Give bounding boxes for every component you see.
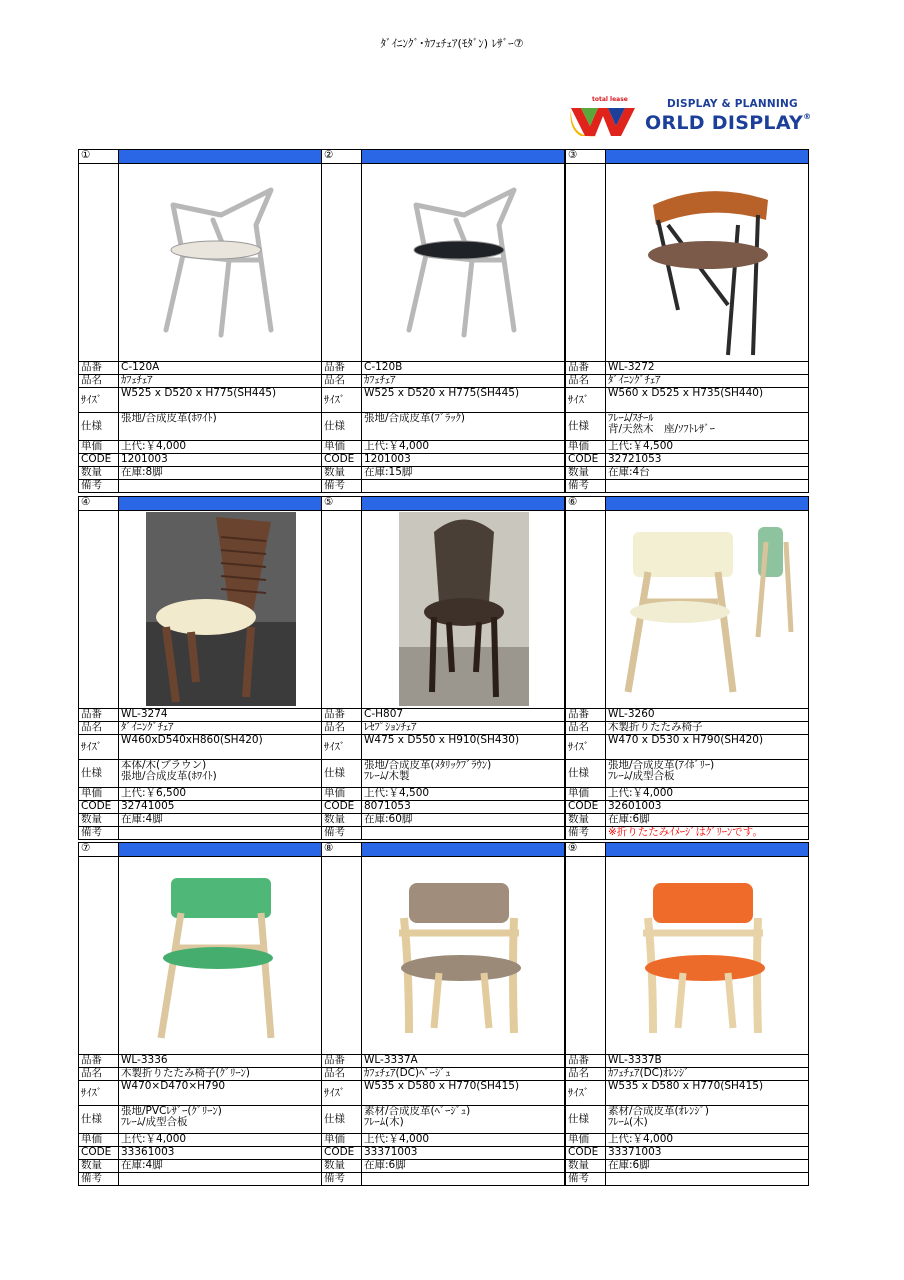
chair-wood-brown-icon — [121, 512, 321, 706]
spec-line-1: 張地/合成皮革(ﾌﾞﾗｯｸ) — [364, 412, 465, 424]
image-label-cell — [321, 856, 362, 1055]
row-value-code: 33371003 — [361, 1146, 565, 1160]
product-number: ⑧ — [321, 842, 362, 857]
row-label-size: ｻｲｽﾞ — [565, 734, 606, 760]
spec-line-2: ﾌﾚｰﾑ(木) — [608, 1116, 648, 1128]
logo-registered: ® — [803, 112, 812, 121]
row-label-suuryou: 数量 — [321, 466, 362, 480]
row-value-shiyou — [605, 1105, 809, 1134]
row-value-bikou — [361, 1172, 565, 1186]
spec-line-1: 張地/合成皮革(ｱｲﾎﾞﾘｰ) — [608, 759, 715, 771]
product-header-bar — [118, 496, 322, 511]
row-value-code: 33361003 — [118, 1146, 322, 1160]
row-label-suuryou: 数量 — [78, 1159, 119, 1173]
row-label-tanka: 単価 — [78, 440, 119, 454]
row-value-code: 1201003 — [118, 453, 322, 467]
row-label-code: CODE — [565, 800, 606, 814]
row-value-tanka: 上代:￥4,000 — [361, 1133, 565, 1147]
row-value-suuryou: 在庫:6脚 — [361, 1159, 565, 1173]
row-value-size: W470 x D530 x H790(SH420) — [605, 734, 809, 760]
product-number: ② — [321, 149, 362, 164]
row-label-hinmei: 品名 — [321, 1067, 362, 1081]
image-label-cell — [78, 163, 119, 362]
row-label-code: CODE — [78, 453, 119, 467]
row-value-bikou — [361, 826, 565, 840]
row-label-size: ｻｲｽﾞ — [565, 387, 606, 413]
row-value-hinmei: 木製折りたたみ椅子 — [605, 721, 809, 735]
row-label-suuryou: 数量 — [565, 466, 606, 480]
product-header-bar — [605, 149, 809, 164]
row-value-size: W470×D470×H790 — [118, 1080, 322, 1106]
row-label-bikou: 備考 — [565, 1172, 606, 1186]
product-number: ⑥ — [565, 496, 606, 511]
logo-tagline: total lease — [592, 96, 628, 103]
row-label-hinban: 品番 — [78, 1054, 119, 1068]
row-value-tanka: 上代:￥6,500 — [118, 787, 322, 801]
row-value-tanka: 上代:￥4,000 — [361, 440, 565, 454]
row-value-hinban: WL-3336 — [118, 1054, 322, 1068]
row-value-suuryou: 在庫:60脚 — [361, 813, 565, 827]
product-image — [361, 856, 565, 1055]
product-image — [605, 856, 809, 1055]
spec-line-1: 張地/PVCﾚｻﾞｰ(ｸﾞﾘｰﾝ) — [121, 1105, 222, 1117]
row-label-hinmei: 品名 — [78, 374, 119, 388]
row-value-hinban: C-120B — [361, 361, 565, 375]
row-value-shiyou — [605, 759, 809, 788]
row-label-code: CODE — [321, 800, 362, 814]
row-label-hinmei: 品名 — [78, 721, 119, 735]
row-label-bikou: 備考 — [565, 826, 606, 840]
row-value-size: W535 x D580 x H770(SH415) — [605, 1080, 809, 1106]
row-value-tanka: 上代:￥4,000 — [118, 1133, 322, 1147]
logo-subtitle: DISPLAY & PLANNING — [667, 98, 798, 110]
row-value-tanka: 上代:￥4,000 — [605, 787, 809, 801]
page-title: ﾀﾞｲﾆﾝｸﾞ･ｶﾌｪﾁｪｱ(ﾓﾀﾞﾝ) ﾚｻﾞｰ⑦ — [380, 37, 524, 50]
row-label-tanka: 単価 — [321, 440, 362, 454]
product-header-bar — [361, 496, 565, 511]
row-label-hinban: 品番 — [565, 361, 606, 375]
row-value-code: 33371003 — [605, 1146, 809, 1160]
row-label-tanka: 単価 — [565, 1133, 606, 1147]
logo-mark-icon — [567, 102, 645, 142]
row-label-tanka: 単価 — [321, 787, 362, 801]
row-value-suuryou: 在庫:4脚 — [118, 813, 322, 827]
row-label-hinban: 品番 — [321, 361, 362, 375]
row-value-size: W475 x D550 x H910(SH430) — [361, 734, 565, 760]
row-value-shiyou — [361, 412, 565, 441]
product-image — [605, 510, 809, 709]
row-value-suuryou: 在庫:6脚 — [605, 1159, 809, 1173]
row-label-bikou: 備考 — [78, 479, 119, 493]
row-value-hinmei: ｶﾌｪﾁｪｱ — [361, 374, 565, 388]
spec-line-1: 張地/合成皮革(ﾎﾜｲﾄ) — [121, 412, 217, 424]
row-value-bikou — [605, 479, 809, 493]
spec-line-2: ﾌﾚｰﾑ(木) — [364, 1116, 404, 1128]
row-label-hinmei: 品名 — [321, 374, 362, 388]
row-label-shiyou: 仕様 — [78, 1105, 119, 1134]
row-label-tanka: 単価 — [78, 1133, 119, 1147]
row-label-size: ｻｲｽﾞ — [565, 1080, 606, 1106]
product-header-bar — [118, 149, 322, 164]
product-image — [361, 510, 565, 709]
logo-wordmark — [645, 112, 811, 134]
row-value-bikou: ※折りたたみｲﾒｰｼﾞはｸﾞﾘｰﾝです。 — [605, 826, 809, 840]
row-label-size: ｻｲｽﾞ — [78, 734, 119, 760]
row-label-shiyou: 仕様 — [78, 759, 119, 788]
row-value-hinmei: ﾀﾞｲﾆﾝｸﾞﾁｪｱ — [605, 374, 809, 388]
chair-arm-beige-icon — [364, 858, 564, 1052]
product-image — [361, 163, 565, 362]
spec-line-2: 背/天然木 座/ｿﾌﾄﾚｻﾞｰ — [608, 423, 715, 435]
row-label-tanka: 単価 — [78, 787, 119, 801]
row-label-hinban: 品番 — [565, 1054, 606, 1068]
product-image — [118, 163, 322, 362]
row-value-hinmei: 木製折りたたみ椅子(ｸﾞﾘｰﾝ) — [118, 1067, 322, 1081]
spec-line-2: ﾌﾚｰﾑ/木製 — [364, 770, 410, 782]
row-value-code: 8071053 — [361, 800, 565, 814]
product-number: ④ — [78, 496, 119, 511]
image-label-cell — [78, 510, 119, 709]
product-header-bar — [605, 496, 809, 511]
row-value-hinmei: ﾚｾﾌﾟｼｮﾝﾁｪｱ — [361, 721, 565, 735]
row-label-code: CODE — [78, 1146, 119, 1160]
row-value-tanka: 上代:￥4,500 — [361, 787, 565, 801]
row-label-suuryou: 数量 — [565, 813, 606, 827]
product-number: ⑦ — [78, 842, 119, 857]
row-value-hinban: WL-3260 — [605, 708, 809, 722]
row-label-code: CODE — [321, 1146, 362, 1160]
row-value-hinban: C-H807 — [361, 708, 565, 722]
product-image — [605, 163, 809, 362]
row-label-bikou: 備考 — [565, 479, 606, 493]
image-label-cell — [321, 163, 362, 362]
row-value-bikou — [118, 1172, 322, 1186]
image-label-cell — [321, 510, 362, 709]
image-label-cell — [565, 163, 606, 362]
row-label-bikou: 備考 — [78, 1172, 119, 1186]
row-label-suuryou: 数量 — [565, 1159, 606, 1173]
row-label-code: CODE — [565, 1146, 606, 1160]
row-label-hinmei: 品名 — [565, 721, 606, 735]
row-value-size: W525 x D520 x H775(SH445) — [118, 387, 322, 413]
row-label-shiyou: 仕様 — [78, 412, 119, 441]
row-value-hinmei: ﾀﾞｲﾆﾝｸﾞﾁｪｱ — [118, 721, 322, 735]
product-number: ⑨ — [565, 842, 606, 857]
row-label-shiyou: 仕様 — [565, 412, 606, 441]
spec-line-1: 本体/木(ブラウン) — [121, 759, 207, 771]
row-label-shiyou: 仕様 — [565, 1105, 606, 1134]
product-header-bar — [605, 842, 809, 857]
row-value-size: W525 x D520 x H775(SH445) — [361, 387, 565, 413]
row-value-hinmei: ｶﾌｪﾁｪｱ — [118, 374, 322, 388]
image-label-cell — [565, 856, 606, 1055]
row-label-shiyou: 仕様 — [321, 759, 362, 788]
row-value-bikou — [118, 826, 322, 840]
row-label-size: ｻｲｽﾞ — [321, 387, 362, 413]
row-value-suuryou: 在庫:8脚 — [118, 466, 322, 480]
row-label-suuryou: 数量 — [321, 813, 362, 827]
product-header-bar — [361, 842, 565, 857]
row-label-shiyou: 仕様 — [321, 1105, 362, 1134]
spec-line-1: ﾌﾚｰﾑ/ｽﾁｰﾙ — [608, 412, 654, 424]
product-image — [118, 510, 322, 709]
row-label-hinban: 品番 — [321, 1054, 362, 1068]
row-value-bikou — [361, 479, 565, 493]
logo-wordmark-text: ORLD DISPLAY — [645, 112, 804, 134]
row-label-code: CODE — [321, 453, 362, 467]
product-number: ⑤ — [321, 496, 362, 511]
spec-line-1: 張地/合成皮革(ﾒﾀﾘｯｸﾌﾞﾗｳﾝ) — [364, 759, 492, 771]
row-label-hinban: 品番 — [321, 708, 362, 722]
row-label-size: ｻｲｽﾞ — [78, 387, 119, 413]
row-value-shiyou — [118, 1105, 322, 1134]
row-value-size: W560 x D525 x H735(SH440) — [605, 387, 809, 413]
chair-fold-green-icon — [121, 858, 321, 1052]
product-header-bar — [361, 149, 565, 164]
spec-line-2: 張地/合成皮革(ﾎﾜｲﾄ) — [121, 770, 217, 782]
row-label-bikou: 備考 — [321, 1172, 362, 1186]
row-value-code: 32721053 — [605, 453, 809, 467]
row-value-suuryou: 在庫:6脚 — [605, 813, 809, 827]
row-value-suuryou: 在庫:4脚 — [118, 1159, 322, 1173]
row-value-bikou — [605, 1172, 809, 1186]
row-value-hinmei: ｶﾌｪﾁｪｱ(DC)ｵﾚﾝｼﾞ — [605, 1067, 809, 1081]
image-label-cell — [565, 510, 606, 709]
row-label-bikou: 備考 — [321, 479, 362, 493]
chair-metal-white-icon — [121, 165, 321, 359]
spec-line-1: 素材/合成皮革(ｵﾚﾝｼﾞ) — [608, 1105, 709, 1117]
row-value-tanka: 上代:￥4,500 — [605, 440, 809, 454]
row-label-hinmei: 品名 — [565, 374, 606, 388]
row-value-hinban: WL-3272 — [605, 361, 809, 375]
company-logo — [567, 96, 812, 142]
row-label-hinmei: 品名 — [565, 1067, 606, 1081]
row-label-code: CODE — [78, 800, 119, 814]
row-label-hinban: 品番 — [78, 361, 119, 375]
row-value-hinban: WL-3274 — [118, 708, 322, 722]
row-value-code: 1201003 — [361, 453, 565, 467]
product-image — [118, 856, 322, 1055]
image-label-cell — [78, 856, 119, 1055]
row-label-suuryou: 数量 — [78, 813, 119, 827]
row-value-tanka: 上代:￥4,000 — [605, 1133, 809, 1147]
row-label-bikou: 備考 — [321, 826, 362, 840]
row-label-shiyou: 仕様 — [565, 759, 606, 788]
chair-steel-wood-icon — [608, 165, 808, 359]
row-value-suuryou: 在庫:15脚 — [361, 466, 565, 480]
spec-line-2: ﾌﾚｰﾑ/成型合板 — [608, 770, 675, 782]
row-label-bikou: 備考 — [78, 826, 119, 840]
row-label-hinban: 品番 — [565, 708, 606, 722]
chair-reception-icon — [364, 512, 564, 706]
chair-arm-orange-icon — [608, 858, 808, 1052]
row-value-tanka: 上代:￥4,000 — [118, 440, 322, 454]
row-value-shiyou — [361, 1105, 565, 1134]
chair-fold-ivory-icon — [608, 512, 808, 706]
row-value-code: 32741005 — [118, 800, 322, 814]
row-value-bikou — [118, 479, 322, 493]
row-label-hinban: 品番 — [78, 708, 119, 722]
product-number: ③ — [565, 149, 606, 164]
row-value-shiyou — [118, 759, 322, 788]
row-label-tanka: 単価 — [321, 1133, 362, 1147]
row-label-code: CODE — [565, 453, 606, 467]
row-label-hinmei: 品名 — [321, 721, 362, 735]
row-value-hinban: WL-3337B — [605, 1054, 809, 1068]
row-value-code: 32601003 — [605, 800, 809, 814]
row-label-size: ｻｲｽﾞ — [321, 1080, 362, 1106]
row-label-shiyou: 仕様 — [321, 412, 362, 441]
row-label-size: ｻｲｽﾞ — [321, 734, 362, 760]
row-value-shiyou — [118, 412, 322, 441]
row-value-hinban: WL-3337A — [361, 1054, 565, 1068]
product-number: ① — [78, 149, 119, 164]
row-value-hinmei: ｶﾌｪﾁｪｱ(DC)ﾍﾞｰｼﾞｭ — [361, 1067, 565, 1081]
spec-line-1: 素材/合成皮革(ﾍﾞｰｼﾞｭ) — [364, 1105, 471, 1117]
row-label-tanka: 単価 — [565, 787, 606, 801]
row-label-suuryou: 数量 — [321, 1159, 362, 1173]
spec-line-2: ﾌﾚｰﾑ/成型合板 — [121, 1116, 188, 1128]
row-label-size: ｻｲｽﾞ — [78, 1080, 119, 1106]
row-value-hinban: C-120A — [118, 361, 322, 375]
row-value-shiyou — [605, 412, 809, 441]
row-value-suuryou: 在庫:4台 — [605, 466, 809, 480]
chair-metal-black-icon — [364, 165, 564, 359]
row-label-suuryou: 数量 — [78, 466, 119, 480]
product-header-bar — [118, 842, 322, 857]
row-label-hinmei: 品名 — [78, 1067, 119, 1081]
row-value-shiyou — [361, 759, 565, 788]
row-label-tanka: 単価 — [565, 440, 606, 454]
row-value-size: W460xD540xH860(SH420) — [118, 734, 322, 760]
row-value-size: W535 x D580 x H770(SH415) — [361, 1080, 565, 1106]
